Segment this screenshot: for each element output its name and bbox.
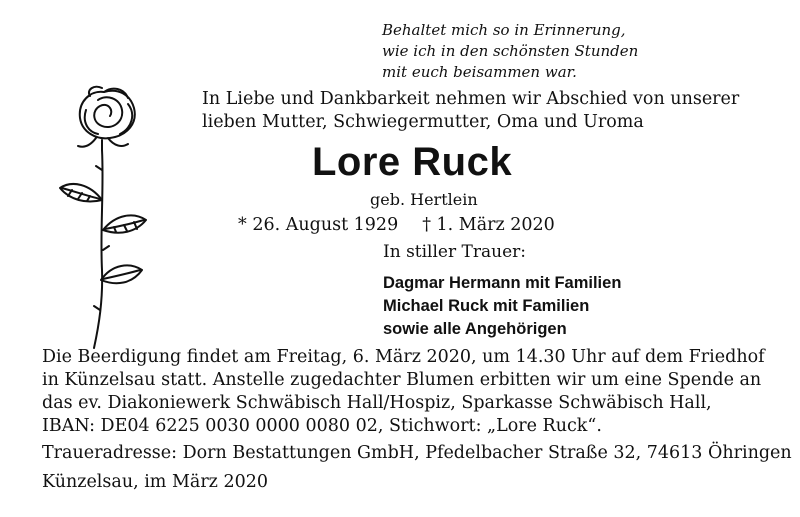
funeral-line: das ev. Diakoniewerk Schwäbisch Hall/Hospiz, Sparkasse Schwäbisch Hall,: [42, 393, 712, 413]
mourning-address: Traueradresse: Dorn Bestattungen GmbH, Pfedelbacher Straße 32, 74613 Öhringen: [42, 443, 792, 463]
mourner: sowie alle Angehörigen: [383, 320, 567, 338]
funeral-line: Die Beerdigung findet am Freitag, 6. März 2020, um 14.30 Uhr auf dem Friedhof: [42, 347, 765, 367]
rose-icon: [42, 80, 162, 350]
poem-line: mit euch beisammen war.: [382, 63, 577, 81]
birth-name: geb. Hertlein: [370, 190, 478, 209]
intro-text: [202, 88, 739, 134]
poem-line: wie ich in den schönsten Stunden: [382, 42, 639, 60]
mourners-list: [383, 272, 621, 341]
funeral-line: in Künzelsau statt. Anstelle zugedachter Blumen erbitten wir um eine Spende an: [42, 370, 762, 390]
mourner: Dagmar Hermann mit Familien: [383, 274, 622, 292]
poem-line: Behaltet mich so in Erinnerung,: [382, 21, 626, 39]
intro-line: lieben Mutter, Schwiegermutter, Oma und Uroma: [202, 112, 644, 132]
poem: [382, 20, 712, 83]
place-date: Künzelsau, im März 2020: [42, 472, 269, 492]
mourning-label: In stiller Trauer:: [383, 242, 526, 262]
intro-line: In Liebe und Dankbarkeit nehmen wir Abschied von unserer: [202, 89, 740, 109]
death-date: † 1. März 2020: [422, 215, 555, 235]
birth-date: * 26. August 1929: [238, 215, 399, 235]
mourner: Michael Ruck mit Familien: [383, 297, 590, 315]
funeral-info: [42, 346, 765, 438]
life-dates: [238, 215, 555, 235]
funeral-line: IBAN: DE04 6225 0030 0000 0080 02, Stichwort: „Lore Ruck“.: [42, 416, 602, 436]
deceased-name: Lore Ruck: [312, 140, 513, 184]
